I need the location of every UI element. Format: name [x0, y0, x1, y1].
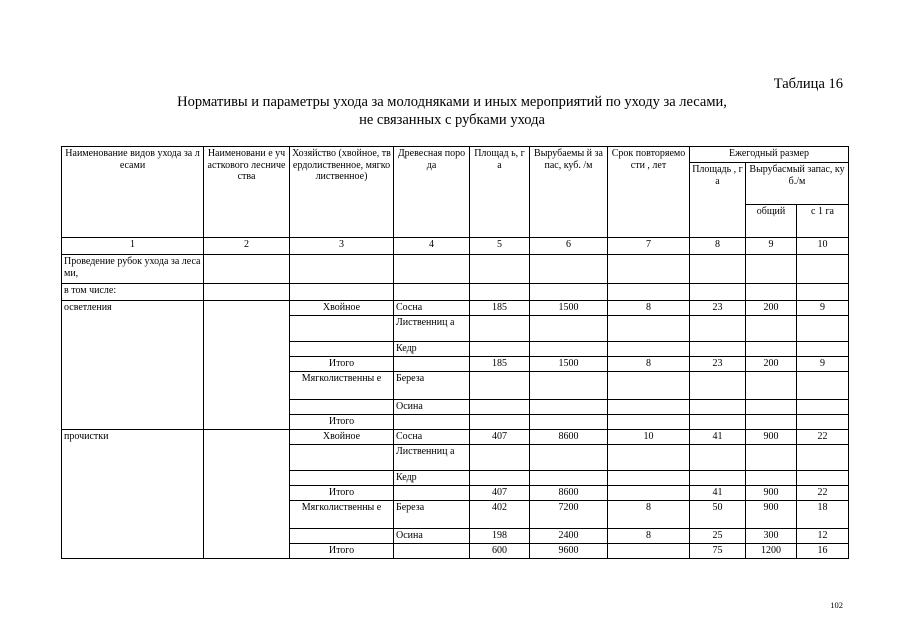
column-number: 10 [797, 238, 849, 255]
annual-volume-per-ha-cell: 22 [797, 486, 849, 501]
period-cell: 8 [608, 501, 690, 529]
species-cell: Лиственниц а [394, 316, 470, 342]
annual-volume-per-ha-cell: 12 [797, 529, 849, 544]
species-cell: Осина [394, 529, 470, 544]
column-number: 3 [290, 238, 394, 255]
header-annual-area: Площадь , га [690, 163, 746, 238]
annual-volume-total-cell: 900 [746, 501, 797, 529]
annual-volume-total-cell: 1200 [746, 544, 797, 559]
table-row [62, 284, 849, 301]
annual-volume-total-cell: 200 [746, 357, 797, 372]
column-number: 9 [746, 238, 797, 255]
header-forestry-district: Наименовани е участкового лесничества [204, 147, 290, 238]
farm-cell: Мягколиственны е [290, 501, 394, 529]
annual-volume-total-cell: 300 [746, 529, 797, 544]
column-number-row [62, 238, 849, 255]
forest-care-table [61, 146, 849, 559]
area-cell: 407 [470, 486, 530, 501]
volume-cell: 1500 [530, 357, 608, 372]
area-cell: 402 [470, 501, 530, 529]
header-area: Площад ь, га [470, 147, 530, 238]
page-number: 102 [830, 600, 843, 610]
column-number: 4 [394, 238, 470, 255]
annual-volume-per-ha-cell: 22 [797, 430, 849, 445]
volume-cell: 9600 [530, 544, 608, 559]
period-cell: 10 [608, 430, 690, 445]
column-number: 7 [608, 238, 690, 255]
forestry-district-cell [204, 430, 290, 559]
area-cell: 407 [470, 430, 530, 445]
farm-cell: Мягколиственны е [290, 372, 394, 400]
header-volume: Вырубаемы й запас, куб. /м [530, 147, 608, 238]
species-cell: Осина [394, 400, 470, 415]
header-tree-species: Древесная порода [394, 147, 470, 238]
farm-cell: Итого [290, 415, 394, 430]
volume-cell: 1500 [530, 301, 608, 316]
annual-area-cell: 75 [690, 544, 746, 559]
header-row-1 [62, 147, 849, 163]
species-cell: Сосна [394, 430, 470, 445]
header-repeat-period: Срок повторяемости , лет [608, 147, 690, 238]
header-volume-total: общий [746, 205, 797, 238]
annual-volume-per-ha-cell: 18 [797, 501, 849, 529]
header-care-type: Наименование видов ухода за лесами [62, 147, 204, 238]
volume-cell: 2400 [530, 529, 608, 544]
volume-cell: 8600 [530, 430, 608, 445]
column-number: 1 [62, 238, 204, 255]
header-annual-size: Ежегодный размер [690, 147, 849, 163]
area-cell: 600 [470, 544, 530, 559]
annual-volume-per-ha-cell: 9 [797, 301, 849, 316]
annual-area-cell: 23 [690, 357, 746, 372]
species-cell: Лиственниц а [394, 445, 470, 471]
area-cell: 185 [470, 357, 530, 372]
table-row [62, 301, 849, 316]
volume-cell: 7200 [530, 501, 608, 529]
table-row [62, 430, 849, 445]
column-number: 5 [470, 238, 530, 255]
header-annual-volume: Вырубасмый запас, куб./м [746, 163, 849, 205]
table-label: Таблица 16 [773, 76, 843, 92]
species-cell: Кедр [394, 342, 470, 357]
care-type-cell: в том числе: [62, 284, 204, 301]
annual-volume-per-ha-cell: 16 [797, 544, 849, 559]
column-number: 6 [530, 238, 608, 255]
column-number: 8 [690, 238, 746, 255]
area-cell: 185 [470, 301, 530, 316]
period-cell: 8 [608, 529, 690, 544]
annual-area-cell: 41 [690, 486, 746, 501]
header-volume-per-ha: с 1 га [797, 205, 849, 238]
annual-volume-total-cell: 900 [746, 486, 797, 501]
annual-area-cell: 23 [690, 301, 746, 316]
table-row [62, 255, 849, 284]
care-type-osvetleniya: осветления [62, 301, 204, 430]
annual-area-cell: 41 [690, 430, 746, 445]
table-title-line-1: Нормативы и параметры ухода за молодняками и иных мероприятий по уходу за лесами, [177, 94, 727, 110]
farm-cell: Итого [290, 486, 394, 501]
species-cell: Береза [394, 501, 470, 529]
period-cell: 8 [608, 357, 690, 372]
species-cell: Сосна [394, 301, 470, 316]
annual-volume-total-cell: 200 [746, 301, 797, 316]
table-title-line-2: не связанных с рубками ухода [359, 112, 545, 128]
care-type-prochistki: прочистки [62, 430, 204, 559]
care-type-cell: Проведение рубок ухода за лесами, [62, 255, 204, 284]
period-cell: 8 [608, 301, 690, 316]
species-cell: Береза [394, 372, 470, 400]
farm-cell: Хвойное [290, 301, 394, 316]
column-number: 2 [204, 238, 290, 255]
annual-volume-total-cell: 900 [746, 430, 797, 445]
farm-cell: Итого [290, 544, 394, 559]
annual-volume-per-ha-cell: 9 [797, 357, 849, 372]
forestry-district-cell [204, 301, 290, 430]
header-farm-type: Хозяйство (хвойное, твердолиственное, мягколиственное) [290, 147, 394, 238]
volume-cell: 8600 [530, 486, 608, 501]
annual-area-cell: 25 [690, 529, 746, 544]
area-cell: 198 [470, 529, 530, 544]
farm-cell: Итого [290, 357, 394, 372]
annual-area-cell: 50 [690, 501, 746, 529]
species-cell: Кедр [394, 471, 470, 486]
farm-cell: Хвойное [290, 430, 394, 445]
